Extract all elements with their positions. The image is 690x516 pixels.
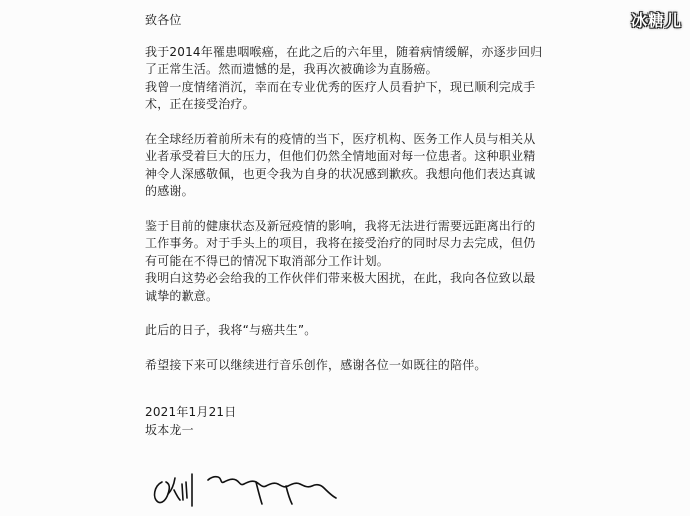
paragraph-5: 希望接下来可以继续进行音乐创作，感谢各位一如既往的陪伴。 <box>145 357 487 372</box>
paragraph-1 <box>145 44 625 114</box>
letter-author: 坂本龙一 <box>145 422 194 437</box>
paragraph-line: 了正常生活。然而遗憾的是，我再次被确诊为直肠癌。 <box>145 62 438 76</box>
paragraph-4: 此后的日子，我将“与癌共生”。 <box>145 323 317 337</box>
paragraph-line: 我曾一度情绪消沉，幸而在专业优秀的医疗人员看护下，现已顺利完成手 <box>145 79 536 94</box>
paragraph-line: 鉴于目前的健康状态及新冠疫情的影响，我将无法进行需要远距离出行的 <box>145 218 536 233</box>
paragraph-line: 的感谢。 <box>145 184 194 198</box>
letter-date: 2021年1月21日 <box>145 405 237 419</box>
paragraph-line: 术，正在接受治疗。 <box>145 97 255 111</box>
paragraph-3 <box>145 218 625 306</box>
paragraph-line: 我明白这势必会给我的工作伙伴们带来极大困扰，在此，我向各位致以最 <box>145 271 536 285</box>
paragraph-line: 在全球经历着前所未有的疫情的当下，医疗机构、医务工作人员与相关从 <box>145 131 536 146</box>
paragraph-line: 神令人深感敬佩，也更令我为自身的状况感到歉疚。我想向他们表达真诚 <box>145 166 536 181</box>
paragraph-line: 我于2014年罹患咽喉癌，在此之后的六年里，随着病情缓解，亦逐步回归 <box>145 44 543 59</box>
watermark: 冰糖儿 <box>630 11 682 30</box>
letter-body <box>145 12 625 439</box>
handwritten-signature <box>148 460 348 508</box>
paragraph-line: 业者承受着巨大的压力，但他们仍然全情地面对每一位患者。这种职业精 <box>145 149 536 163</box>
paragraph-2 <box>145 131 625 201</box>
greeting: 致各位 <box>145 13 182 27</box>
paragraph-line: 诚挚的歉意。 <box>145 288 219 303</box>
paragraph-line: 工作事务。对于手头上的项目，我将在接受治疗的同时尽力去完成，但仍 <box>145 236 536 250</box>
paragraph-line: 有可能在不得已的情况下取消部分工作计划。 <box>145 253 390 268</box>
